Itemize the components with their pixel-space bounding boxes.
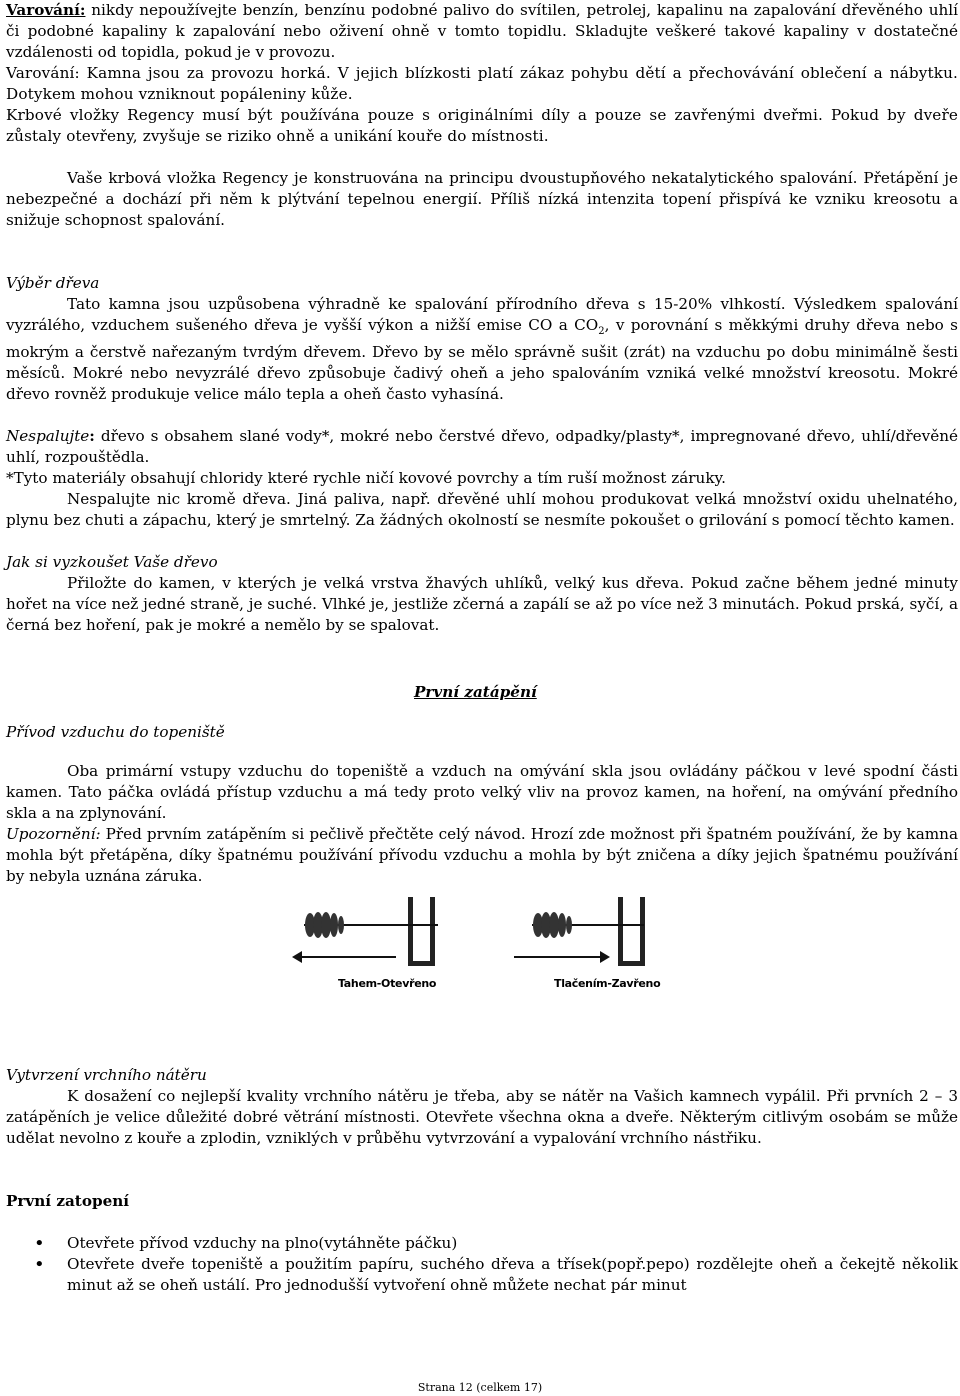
chloride-note: *Tyto materiály obsahují chloridy které rychle ničí kovové povrchy a tím ruší možnost záruky.	[6, 469, 726, 488]
no-burn-label: Nespalujte	[6, 427, 90, 446]
no-burn-paragraph	[6, 426, 958, 468]
coating-paragraph: K dosažení co nejlepší kvality vrchního nátěru je třeba, aby se nátěr na Vašich kamnech vypálil. Při prvních 2 – 3 zatápěních je velice důležité dobré větrání místnosti. Otevřete všechna okna a dveře. Některým citlivým osobám se může udělat nevolno z kouře a zplodin, vzniklých v průběhu vytvrzování a vypalování vrchního nástřiku.	[6, 1087, 958, 1148]
only-wood-paragraph: Nespalujte nic kromě dřeva. Jiná paliva, např. dřevěné uhlí mohou produkovat velká množství oxidu uhelnatého, plynu bez chuti a zápachu, který je smrtelný. Za žádných okolností se nesmíte pokoušet o grilování s pomocí těchto kamen.	[6, 490, 958, 530]
notice-text: Před prvním zatápěním si pečlivě přečtěte celý návod. Hrozí zde možnost při špatném používání, že by kamna mohla být přetápěna, díky špatnému používání přívodu vzduchu a mohla by být zničena a díky jejich špatnému používání by nebyla uznána záruka.	[6, 825, 958, 886]
wood-selection-paragraph	[6, 294, 958, 405]
first-heating-title-row	[6, 682, 958, 745]
list-item: • Otevřete přívod vzduchy na plno(vytáhněte páčku)	[67, 1233, 958, 1254]
combustion-paragraph: Vaše krbová vložka Regency je konstruována na principu dvoustupňového nekatalytického spalování. Přetápění je nebezpečné a dochází při něm k plýtvání tepelnou energií. Příliš nízká intenzita topení přispívá ke vzniku kreosotu a snižuje schopnost spalování.	[6, 169, 958, 229]
document-page	[6, 0, 958, 1296]
first-fire-list	[6, 1233, 958, 1296]
coating-heading: Vytvrzení vrchního nátěru	[6, 1066, 207, 1085]
regency-parts-note: Krbové vložky Regency musí být používána pouze s originálními díly a pouze se zavřenými dveřmi. Pokud by dveře zůstaly otevřeny, zvyšuje se riziko ohně a unikání kouře do místnosti.	[6, 106, 958, 145]
closed-caption: Tlačením-Zavřeno	[554, 977, 661, 991]
air-lever-figures	[6, 895, 958, 1013]
wood-text-continued: , v porovnání s měkkými druhy dřeva nebo s mokrým a čerstvě nařezaným tvrdým dřevem. Dřevo by se mělo správně sušit (zrát) na vzduchu po dobu minimálně šesti měsíců. Mokré nebo nevyzrálé dřevo způsobuje čadivý oheň a jeho spalováním vzniká velké množství kreosotu. Mokré dřevo rovněž produkuje velice málo tepla a oheň často vyhasíná.	[6, 316, 958, 404]
first-fire-heading: První zatopení	[6, 1192, 130, 1211]
first-heating-title: První zatápění	[414, 683, 537, 702]
hot-stove-warning: Varování: Kamna jsou za provozu horká. V jejich blízkosti platí zákaz pohybu dětí a přechovávání oblečení a nábytku. Dotykem mohou vzniknout popáleniny kůže.	[6, 64, 958, 103]
page-footer: Strana 12 (celkem 17)	[417, 1381, 543, 1394]
notice-paragraph	[6, 824, 958, 887]
warning-paragraph	[6, 0, 958, 63]
air-inlet-heading: Přívod vzduchu do topeniště	[6, 723, 225, 742]
wood-text: Tato kamna jsou uzpůsobena výhradně ke spalování přírodního dřeva s 15-20% vlhkostí. Výsledkem spalování vyzrálého, vzduchem sušeného dřeva je vyšší výkon a nižší emise CO a CO	[6, 295, 958, 334]
list-item: • Otevřete dveře topeniště a použitím papíru, suchého dřeva a třísek(popř.pepo) rozdělejte oheň a čekejtě několik minut až se oheň ustálí. Pro jednodušší vytvoření ohně můžete nechat pár minut	[67, 1254, 958, 1296]
wood-selection-heading: Výběr dřeva	[6, 274, 100, 292]
open-caption: Tahem-Otevřeno	[338, 977, 437, 991]
notice-label: Upozornění:	[6, 825, 101, 844]
wood-test-heading: Jak si vyzkoušet Vaše dřevo	[6, 553, 218, 572]
wood-test-paragraph: Přiložte do kamen, v kterých je velká vrstva žhavých uhlíků, velký kus dřeva. Pokud začne během jedné minuty hořet na více než jedné straně, je suché. Vlhké je, jestliže zčerná a zapálí se až po více než 3 minutách. Pokud prská, syčí, a černá bez hoření, pak je mokré a nemělo by se spalovat.	[6, 574, 958, 635]
no-burn-colon: :	[89, 427, 95, 446]
warning-text: nikdy nepoužívejte benzín, benzínu podobné palivo do svítilen, petrolej, kapalinu na zapalování dřevěného uhlí či podobné kapaliny k zapalování nebo oživení ohně v tomto topidlu. Skladujte veškeré takové kapaliny v dostatečné vzdálenosti od topidla, pokud je v provozu.	[6, 1, 958, 61]
air-inlet-paragraph: Oba primární vstupy vzduchu do topeniště a vzduch na omývání skla jsou ovládány páčkou v levé spodní části kamen. Tato páčka ovládá přístup vzduchu a má tedy proto velký vliv na provoz kamen, na hoření, na omývání předního skla a na zplynování.	[6, 762, 958, 823]
no-burn-text: dřevo s obsahem slané vody*, mokré nebo čerstvé dřevo, odpadky/plasty*, impregnované dřevo, uhlí/dřevěné uhlí, rozpouštědla.	[6, 427, 958, 467]
warning-label: Varování:	[6, 1, 86, 19]
co2-subscript: 2	[598, 326, 605, 338]
